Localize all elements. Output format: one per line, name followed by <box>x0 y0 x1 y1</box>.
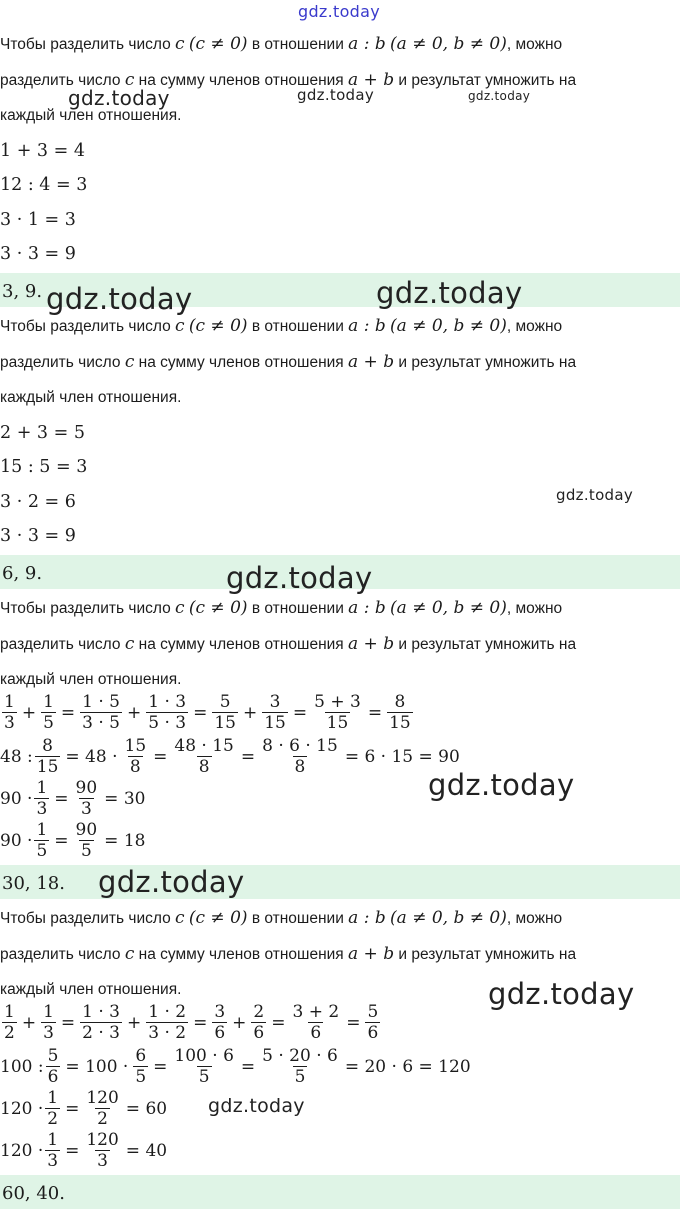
equation-line: 1 + 3 = 4 <box>0 141 85 161</box>
answer-bar: 60, 40. <box>0 1175 680 1209</box>
watermark: gdz.today <box>428 768 575 802</box>
watermark: gdz.today <box>46 282 193 316</box>
watermark: gdz.today <box>468 89 531 103</box>
equation-line: 15 : 5 = 3 <box>0 457 88 477</box>
watermark: gdz.today <box>226 561 373 595</box>
fraction-equation: 100 : $\frac{5}{6}$ = 100 · $\frac{6}{5}$ = $\frac{100 \cdot 6}{5}$ = $\frac{5 \cdot 20 \cdot 6}{5}$ = 20 · 6 = 120 <box>0 1046 471 1087</box>
fraction-equation: 90 · $\frac{1}{5}$ = $\frac{90}{5}$ = 18 <box>0 820 146 861</box>
equation-line: 2 + 3 = 5 <box>0 423 85 443</box>
rule-text: Чтобы разделить число c (c ≠ 0) в отношении a : b (a ≠ 0, b ≠ 0), можно разделить число c на сумму членов отношения a + b и результат умножить на каждый член отношения. <box>0 316 577 406</box>
equation-line: 3 · 2 = 6 <box>0 492 76 512</box>
rule-text: Чтобы разделить число c (c ≠ 0) в отношении a : b (a ≠ 0, b ≠ 0), можно разделить число c на сумму членов отношения a + b и результат умножить на каждый член отношения. <box>0 908 577 998</box>
equation-line: 3 · 1 = 3 <box>0 210 76 230</box>
watermark: gdz.today <box>208 1095 305 1117</box>
rule-text: Чтобы разделить число c (c ≠ 0) в отношении a : b (a ≠ 0, b ≠ 0), можно разделить число c на сумму членов отношения a + b и результат умножить на каждый член отношения. <box>0 598 577 688</box>
fraction-equation: 90 · $\frac{1}{3}$ = $\frac{90}{3}$ = 30 <box>0 778 146 819</box>
fraction-equation: 120 · $\frac{1}{3}$ = $\frac{120}{3}$ = 40 <box>0 1130 168 1171</box>
answer-bar: 6, 9. <box>0 555 680 589</box>
fraction-equation: 120 · $\frac{1}{2}$ = $\frac{120}{2}$ = 60 <box>0 1088 168 1129</box>
fraction-equation: 48 : $\frac{8}{15}$ = 48 · $\frac{15}{8}$ = $\frac{48 \cdot 15}{8}$ = $\frac{8 \cdot 6 \cdot 15}{8}$ = 6 · 15 = 90 <box>0 736 460 777</box>
watermark: gdz.today <box>298 2 380 21</box>
equation-line: 3 · 3 = 9 <box>0 244 76 264</box>
answer-bar: 30, 18. <box>0 865 680 899</box>
rule-text: Чтобы разделить число c (c ≠ 0) в отношении a : b (a ≠ 0, b ≠ 0), можно разделить число c на сумму членов отношения a + b и результат умножить на каждый член отношения. <box>0 34 577 124</box>
watermark: gdz.today <box>68 86 170 110</box>
equation-line: 12 : 4 = 3 <box>0 175 88 195</box>
equation-line: 3 · 3 = 9 <box>0 526 76 546</box>
watermark: gdz.today <box>488 977 635 1011</box>
watermark: gdz.today <box>556 486 634 504</box>
watermark: gdz.today <box>98 865 245 899</box>
fraction-equation: $\frac{1}{2}$ + $\frac{1}{3}$ = $\frac{1 \cdot 3}{2 \cdot 3}$ + $\frac{1 \cdot 2}{3 \cdot 2}$ = $\frac{3}{6}$ + $\frac{2}{6}$ = $\frac{3 + 2}{6}$ = $\frac{5}{6}$ <box>4 1002 379 1043</box>
watermark: gdz.today <box>297 86 375 104</box>
answer-bar: 3, 9. <box>0 273 680 307</box>
watermark: gdz.today <box>376 276 523 310</box>
fraction-equation: $\frac{1}{3}$ + $\frac{1}{5}$ = $\frac{1 \cdot 5}{3 \cdot 5}$ + $\frac{1 \cdot 3}{5 \cdot 3}$ = $\frac{5}{15}$ + $\frac{3}{15}$ = $\frac{5 + 3}{15}$ = $\frac{8}{15}$ <box>4 692 411 733</box>
